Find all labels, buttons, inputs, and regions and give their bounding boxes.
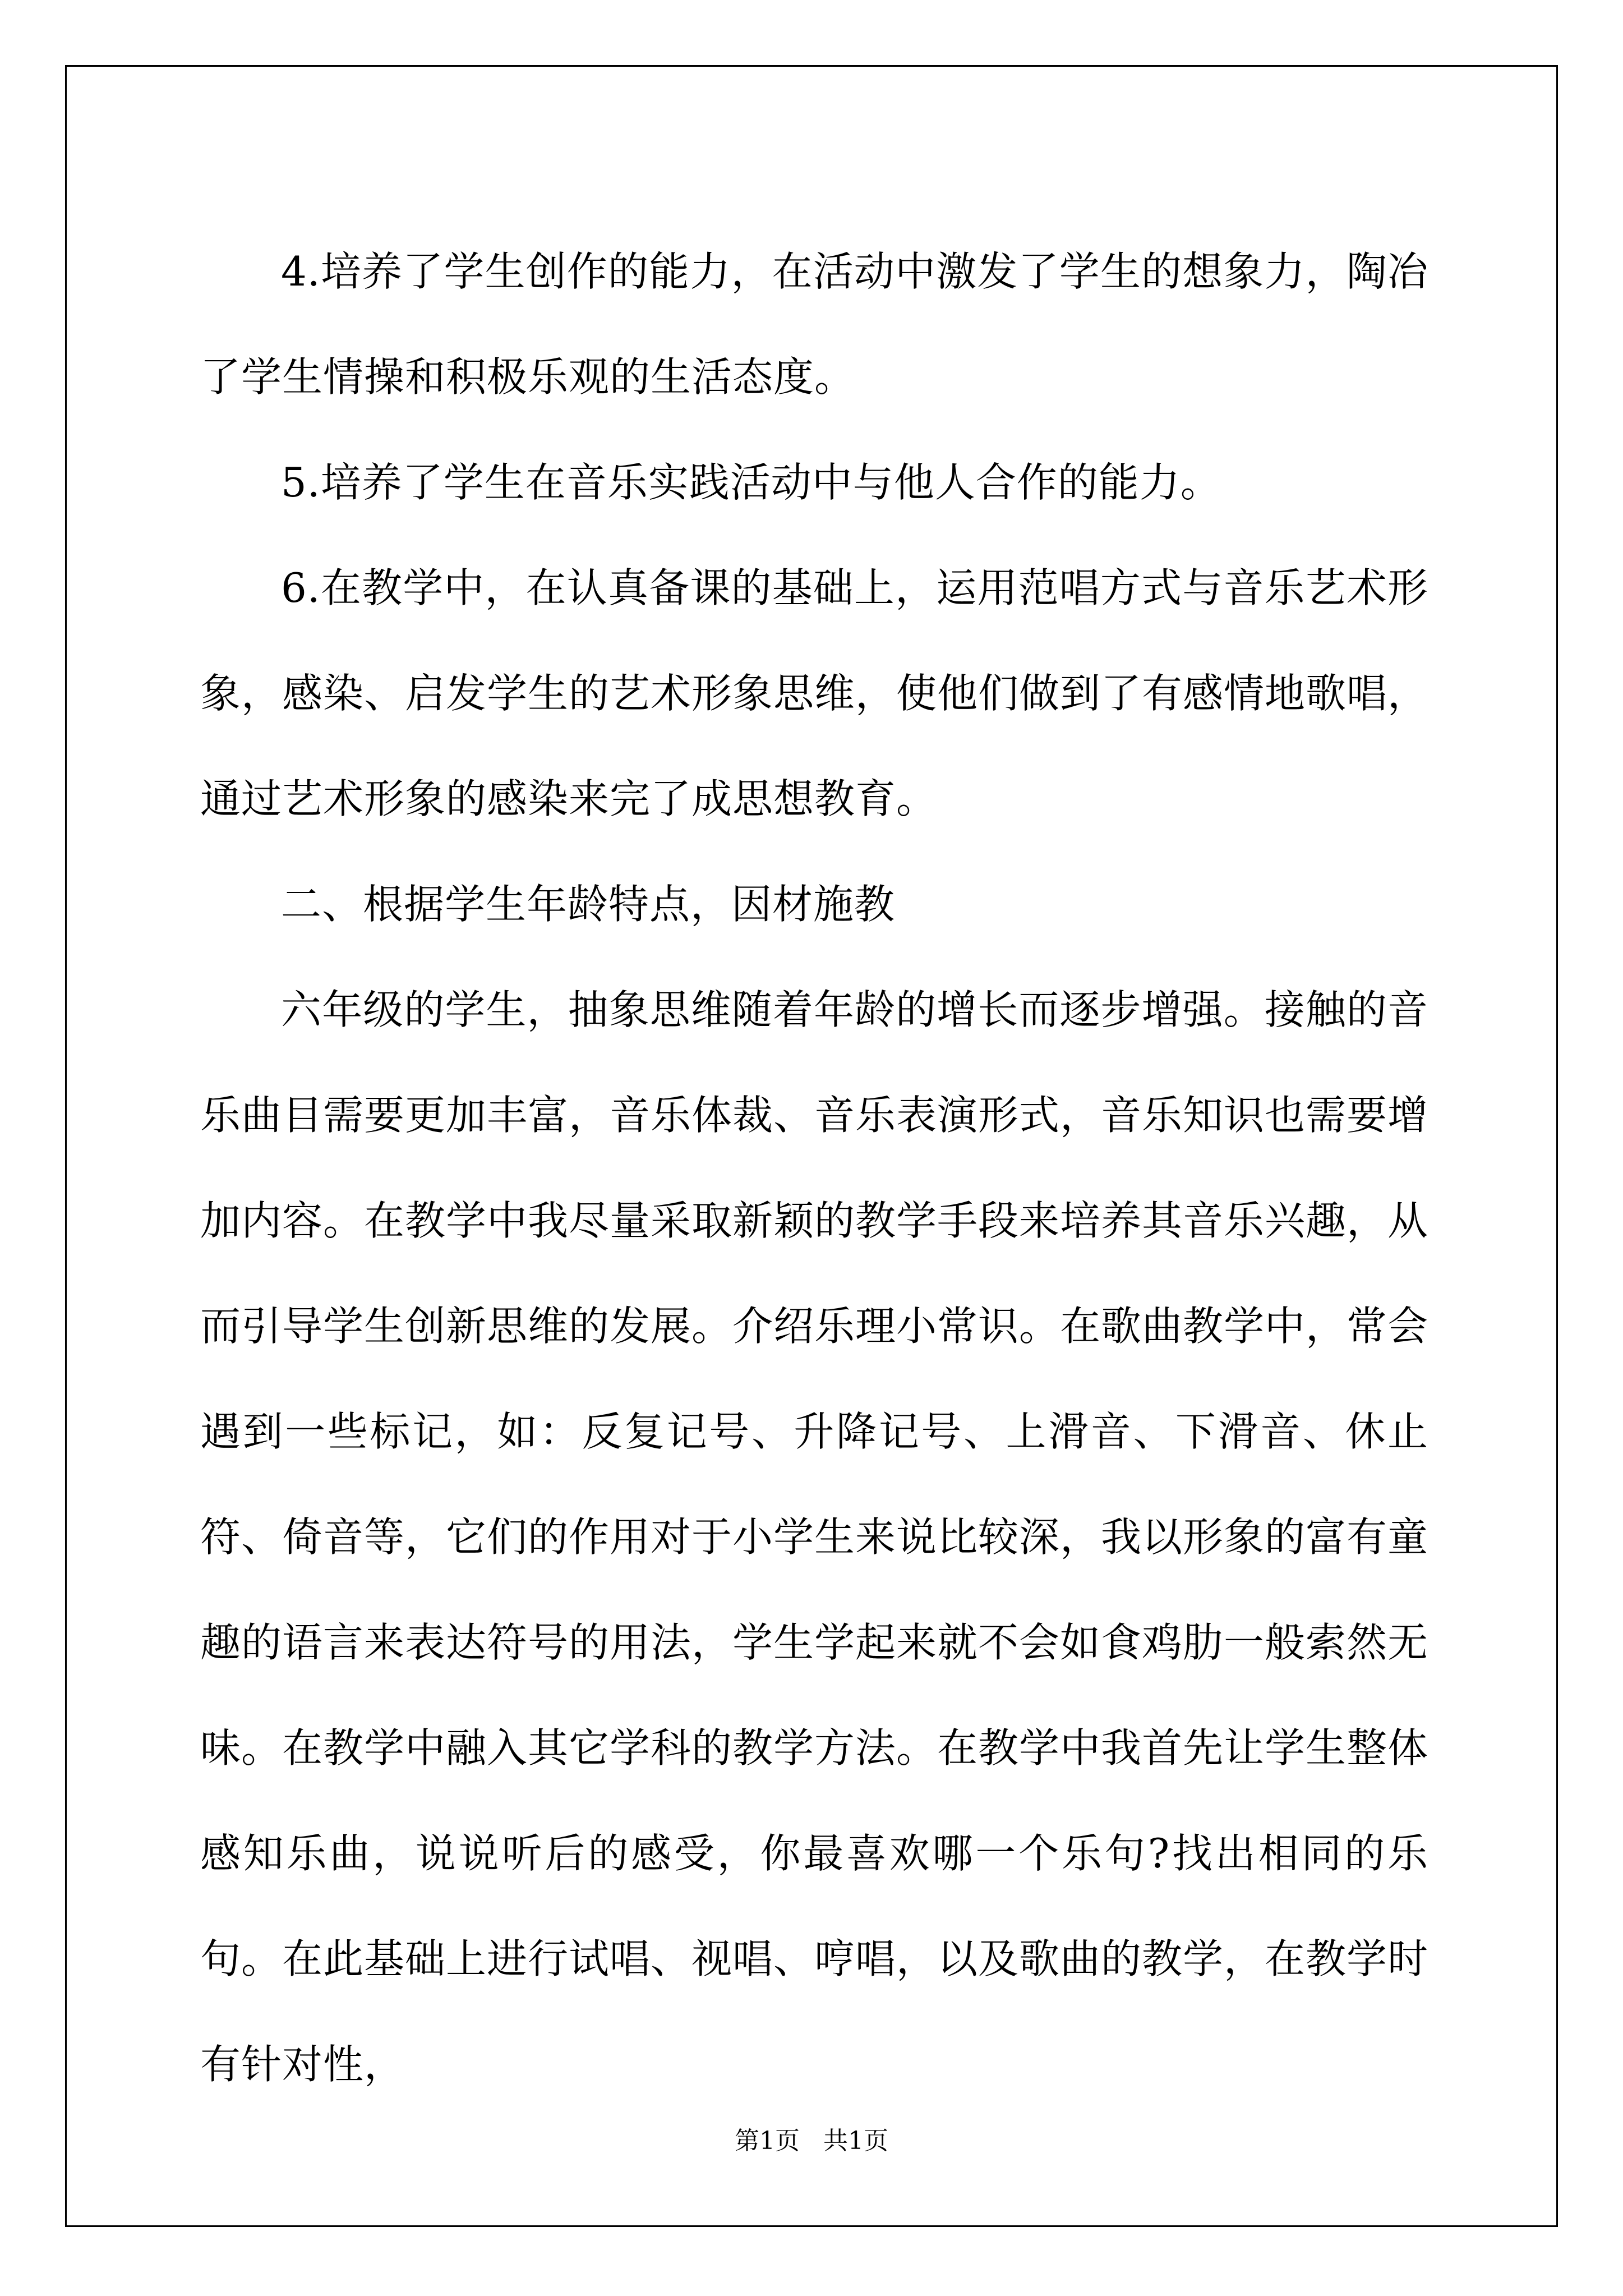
paragraph-item-4: 4.培养了学生创作的能力，在活动中激发了学生的想象力，陶冶了学生情操和积极乐观的生活态度。 [200,248,1428,401]
section-heading: 二、根据学生年龄特点，因材施教 [281,881,896,928]
paragraph-item-6: 6.在教学中，在认真备课的基础上，运用范唱方式与音乐艺术形象，感染、启发学生的艺术形象思维，使他们做到了有感情地歌唱，通过艺术形象的感染来完了成思想教育。 [200,564,1429,822]
document-body [200,219,1428,2117]
paragraph-item-5: 5.培养了学生在音乐实践活动中与他人合作的能力。 [281,459,1221,506]
paragraph-body: 六年级的学生，抽象思维随着年龄的增长而逐步增强。接触的音乐曲目需要更加丰富，音乐体裁、音乐表演形式，音乐知识也需要增加内容。在教学中我尽量采取新颖的教学手段来培养其音乐兴趣，从而引导学生创新思维的发展。介绍乐理小常识。在歌曲教学中，常会遇到一些标记，如：反复记号、升降记号、上滑音、下滑音、休止符、倚音等，它们的作用对于小学生来说比较深，我以形象的富有童趣的语言来表达符号的用法，学生学起来就不会如食鸡肋一般索然无味。在教学中融入其它学科的教学方法。在教学中我首先让学生整体感知乐曲，说说听后的感受，你最喜欢哪一个乐句?找出相同的乐句。在此基础上进行试唱、视唱、哼唱，以及歌曲的教学，在教学时有针对性， [200,986,1429,2088]
page-total: 共1页 [823,2127,888,2155]
page-footer [0,2124,1623,2158]
page-number: 第1页 [735,2127,800,2155]
